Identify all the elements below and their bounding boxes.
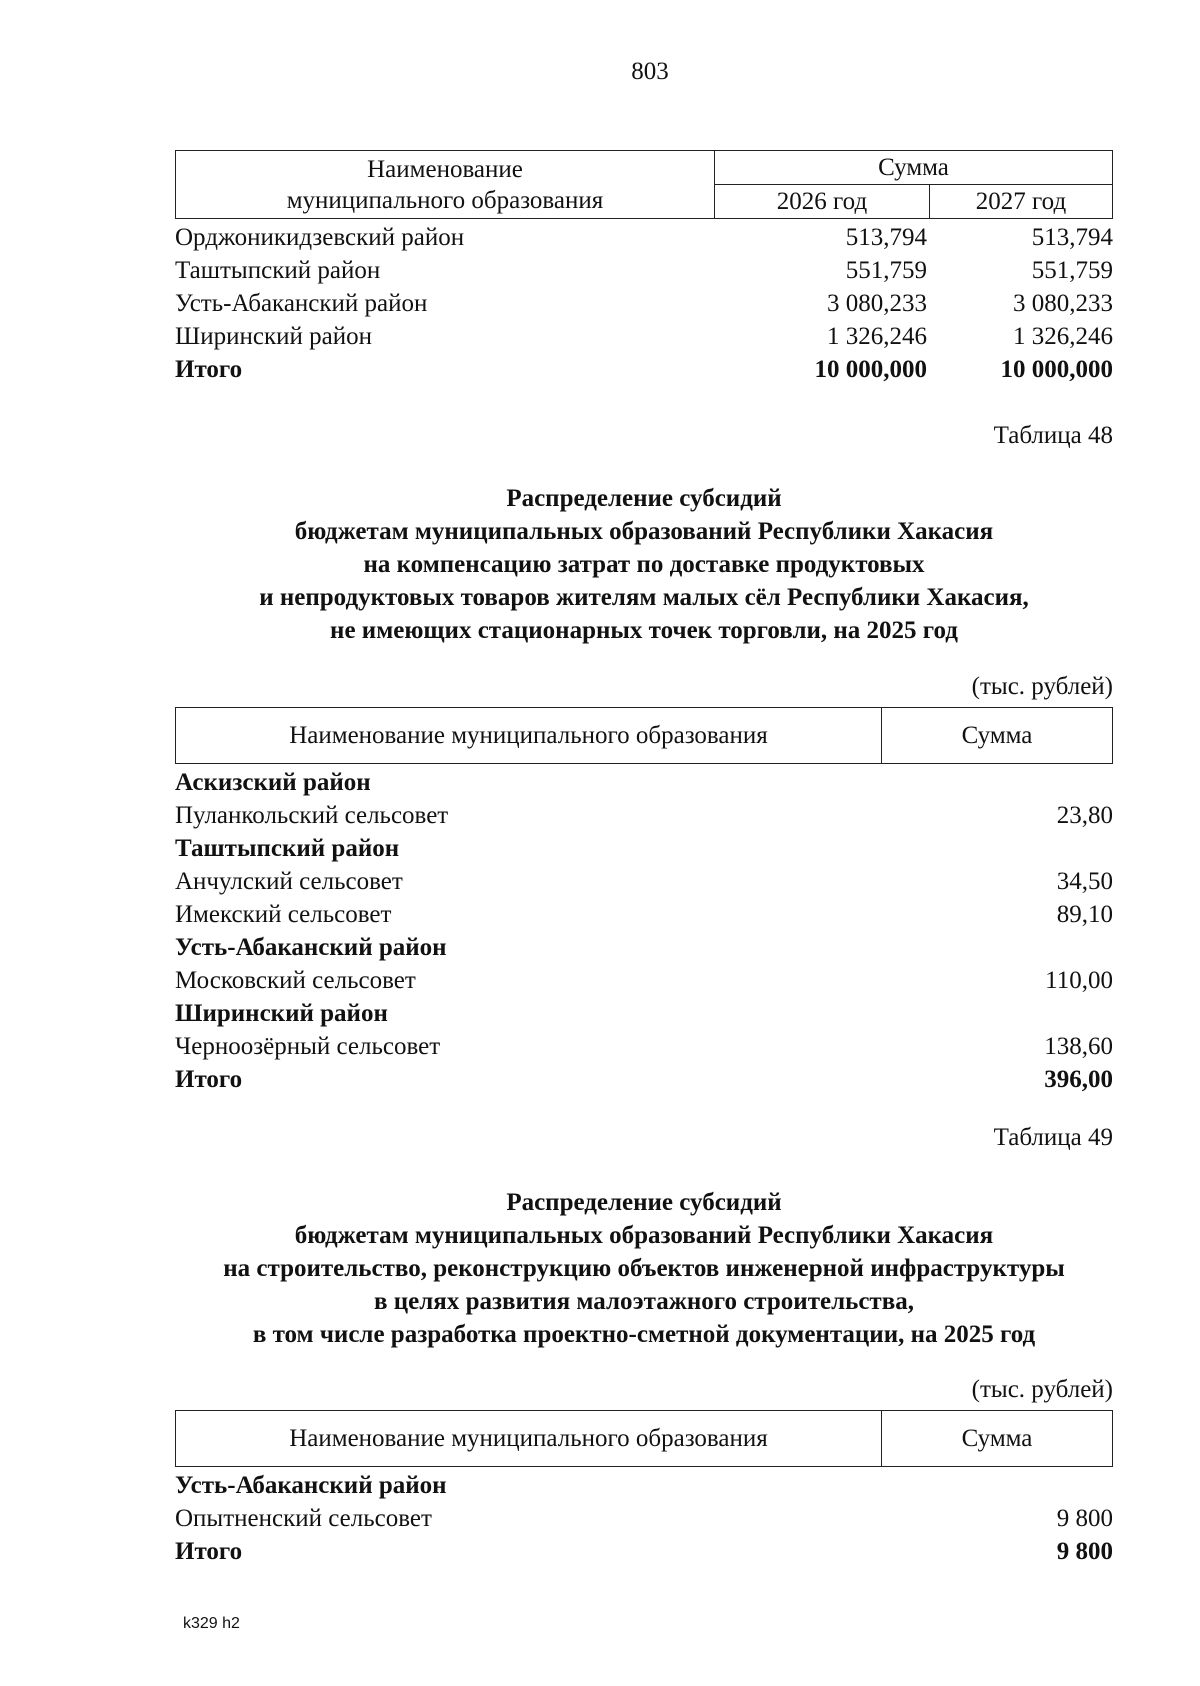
- row-value: 23,80: [1056, 802, 1113, 829]
- total-value-2026: 10 000,000: [814, 356, 927, 383]
- row-value-2027: 3 080,233: [1013, 290, 1113, 317]
- table-48-label: Таблица 48: [993, 422, 1113, 449]
- row-value: 396,00: [1044, 1066, 1113, 1093]
- table-49: [175, 1410, 1113, 1568]
- row-value-2027: 513,794: [1031, 224, 1113, 251]
- footer-code: k329 h2: [183, 1615, 240, 1632]
- title-line: Распределение субсидий: [506, 485, 782, 512]
- table-48-rows: [175, 766, 1113, 1096]
- header-year-2027: 2027 год: [930, 185, 1113, 219]
- title-line: на строительство, реконструкцию объектов инженерной инфраструктуры: [223, 1255, 1065, 1282]
- table-48-title: [175, 482, 1113, 647]
- row-value-2026: 3 080,233: [827, 290, 927, 317]
- table-row: [175, 1502, 1113, 1535]
- table-row: [175, 320, 1113, 353]
- district-row: [175, 766, 1113, 799]
- table-48: [175, 707, 1113, 1096]
- row-value-2026: 1 326,246: [827, 323, 927, 350]
- row-name: Ширинский район: [175, 1000, 388, 1027]
- row-value: 34,50: [1056, 868, 1113, 895]
- row-name: Опытненский сельсовет: [175, 1505, 432, 1532]
- header-name-line1: Наименование: [367, 155, 523, 183]
- row-value-2027: 551,759: [1031, 257, 1113, 284]
- row-value: 9 800: [1056, 1538, 1113, 1565]
- row-name: Аскизский район: [175, 769, 371, 796]
- row-name: Орджоникидзевский район: [175, 224, 465, 251]
- table-49-rows: [175, 1469, 1113, 1568]
- title-line: Распределение субсидий: [506, 1189, 782, 1216]
- title-line: не имеющих стационарных точек торговли, на 2025 год: [330, 617, 958, 644]
- table-49-title: [175, 1186, 1113, 1351]
- row-value: 9 800: [1056, 1505, 1113, 1532]
- table-47-continued: [175, 150, 1113, 386]
- table-row: [175, 799, 1113, 832]
- row-value: 138,60: [1044, 1033, 1113, 1060]
- row-name: Пуланкольский сельсовет: [175, 802, 449, 829]
- district-row: [175, 1469, 1113, 1502]
- title-line: бюджетам муниципальных образований Республики Хакасия: [294, 518, 994, 545]
- table-row: [175, 964, 1113, 997]
- header-name: Наименование муниципального образования: [176, 708, 882, 764]
- table-47-rows: [175, 221, 1113, 386]
- table-row: [175, 254, 1113, 287]
- district-row: [175, 931, 1113, 964]
- table-header: [175, 150, 1113, 219]
- row-name: Усть-Абаканский район: [175, 1472, 447, 1499]
- title-line: в целях развития малоэтажного строительства,: [374, 1288, 914, 1315]
- table-49-label: Таблица 49: [993, 1124, 1113, 1151]
- district-row: [175, 997, 1113, 1030]
- table-row: [175, 287, 1113, 320]
- header-year-2026: 2026 год: [715, 185, 930, 219]
- total-value-2027: 10 000,000: [1000, 356, 1113, 383]
- header-name-line2: муниципального образования: [286, 186, 604, 214]
- row-value: 89,10: [1056, 901, 1113, 928]
- table-row: [175, 898, 1113, 931]
- header-name-cell: [176, 151, 715, 219]
- district-row: [175, 832, 1113, 865]
- row-name: Таштыпский район: [175, 835, 400, 862]
- title-line: бюджетам муниципальных образований Республики Хакасия: [294, 1222, 994, 1249]
- row-name: Итого: [175, 1066, 243, 1093]
- table-48-units: (тыс. рублей): [971, 673, 1113, 700]
- row-name: Московский сельсовет: [175, 967, 416, 994]
- table-49-units: (тыс. рублей): [971, 1376, 1113, 1403]
- table-header: [175, 1410, 1113, 1467]
- title-line: и непродуктовых товаров жителям малых сёл Республики Хакасия,: [259, 584, 1029, 611]
- row-value: 110,00: [1045, 967, 1113, 994]
- title-line: на компенсацию затрат по доставке продуктовых: [363, 551, 925, 578]
- header-name: Наименование муниципального образования: [176, 1411, 882, 1467]
- table-row: [175, 221, 1113, 254]
- row-name: Усть-Абаканский район: [175, 290, 428, 317]
- total-row: [175, 1535, 1113, 1568]
- table-row: [175, 865, 1113, 898]
- total-row: [175, 1063, 1113, 1096]
- row-name: Итого: [175, 1538, 243, 1565]
- page-number: 803: [631, 58, 669, 85]
- total-label: Итого: [175, 356, 243, 383]
- row-name: Черноозёрный сельсовет: [175, 1033, 441, 1060]
- total-row: [175, 353, 1113, 386]
- row-value-2026: 513,794: [845, 224, 927, 251]
- header-sum: Сумма: [882, 708, 1113, 764]
- table-header: [175, 707, 1113, 764]
- header-sum: Сумма: [882, 1411, 1113, 1467]
- title-line: в том числе разработка проектно-сметной документации, на 2025 год: [252, 1321, 1036, 1348]
- row-name: Анчулский сельсовет: [175, 868, 403, 895]
- row-name: Таштыпский район: [175, 257, 381, 284]
- row-value-2027: 1 326,246: [1013, 323, 1113, 350]
- row-value-2026: 551,759: [845, 257, 927, 284]
- row-name: Усть-Абаканский район: [175, 934, 447, 961]
- table-row: [175, 1030, 1113, 1063]
- row-name: Ширинский район: [175, 323, 372, 350]
- header-sum: Сумма: [715, 151, 1113, 185]
- row-name: Имекский сельсовет: [175, 901, 392, 928]
